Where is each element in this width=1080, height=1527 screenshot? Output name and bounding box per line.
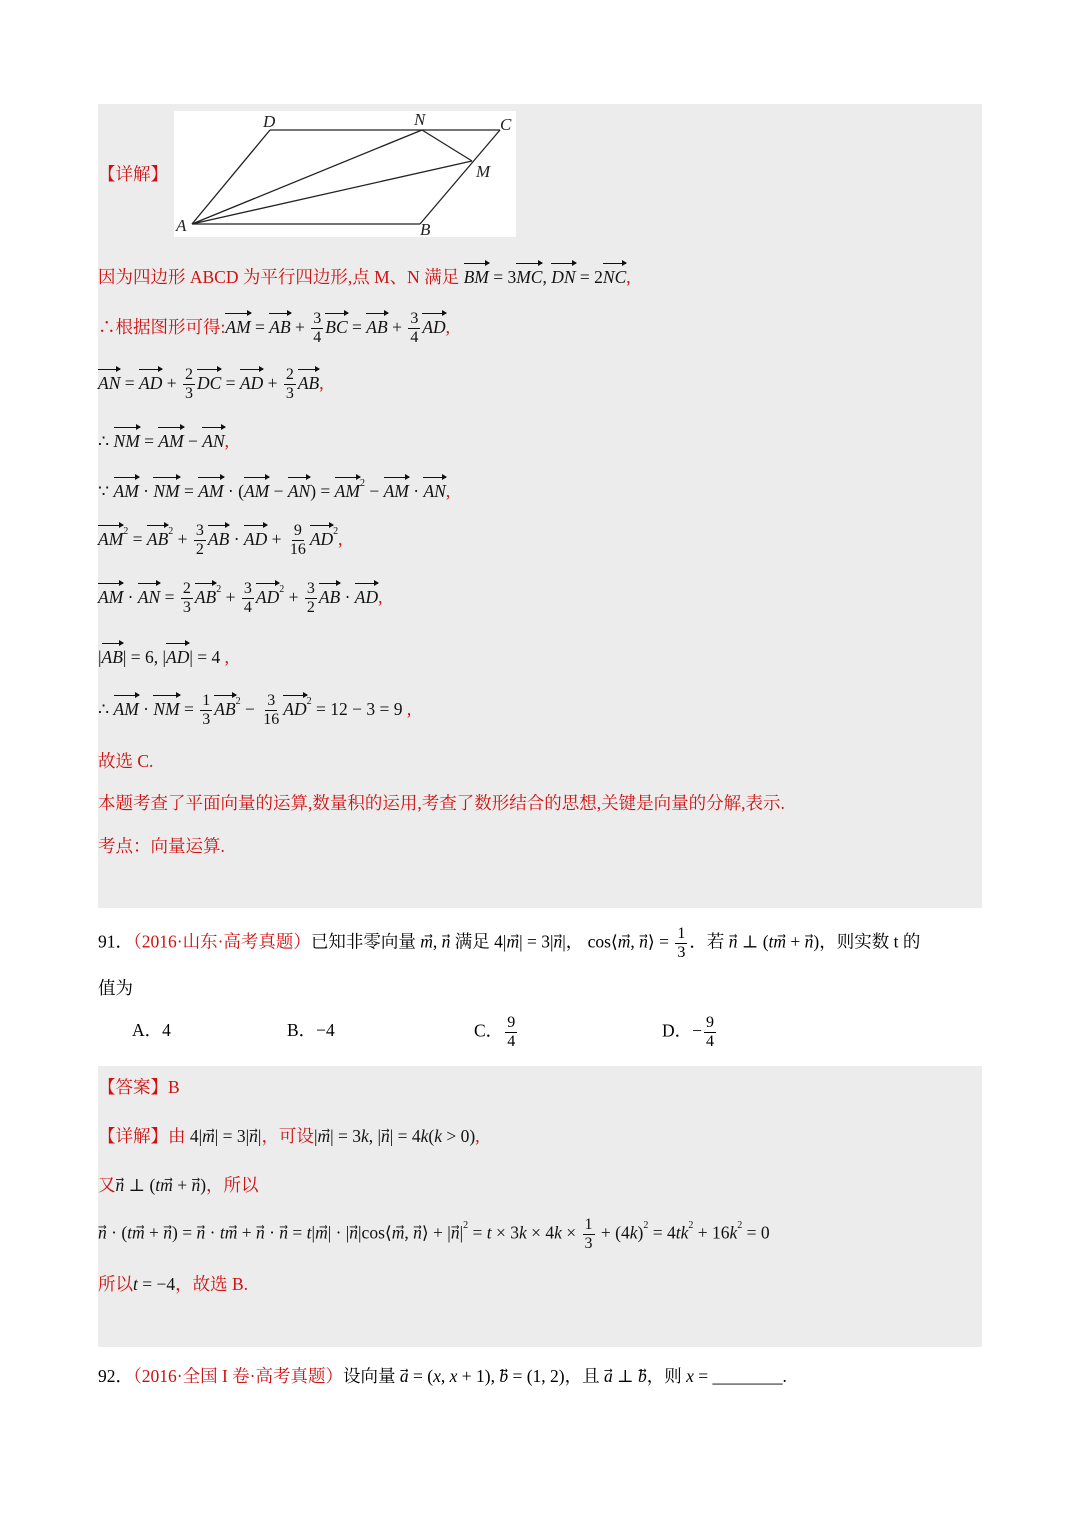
- solution-91-panel: [98, 1066, 982, 1347]
- label-n: N: [414, 111, 426, 129]
- option-d[interactable]: D．− $\frac{9}{4}$: [662, 1014, 715, 1050]
- topic-text: 考点：向量运算.: [98, 836, 225, 856]
- detail-tag: 【详解】: [98, 164, 168, 184]
- option-b[interactable]: B．−4: [287, 1020, 335, 1040]
- q91-stem: 91．（2016·山东·高考真题）已知非零向量 m⃗, n⃗ 满足 4|m⃗| = 3|n⃗|， cos⟨m⃗, n⃗⟩ = $\frac{1}{3}$ ．若 n⃗ ⊥ (tm⃗ + n⃗)，则实数 t 的: [98, 925, 921, 961]
- solution-line-6: $AM^2 = AB^2$ + $\frac{3}{2}$ AB · AD + $\frac{9}{16}$ $AD^2$,: [98, 522, 343, 559]
- solution-line-3: AN = AD + $\frac{2}{3}$ DC = AD + $\frac{2}{3}$ AB,: [98, 366, 324, 403]
- q91-detail-3: n⃗ · (tm⃗ + n⃗) = n⃗ · tm⃗ + n⃗ · n⃗ = t|m⃗| · |n⃗|cos⟨m⃗, n⃗⟩ + $|n⃗|^2 = t \times 3k \times 4k$ × $\frac{1}{3}$ + $(4k)^2 = 4tk^2 + 16k^2 = 0$: [98, 1216, 770, 1252]
- label-b: B: [420, 220, 431, 237]
- solution-line-2: ∴根据图形可得:AM = AB + $\frac{3}{4}$ BC = AB + $\frac{3}{4}$ AD,: [98, 310, 451, 347]
- solution-line-4: ∴ NM = AM − AN,: [98, 424, 978, 453]
- label-m: M: [476, 162, 491, 181]
- option-a[interactable]: A．4: [132, 1020, 171, 1040]
- solution-line-1: 因为四边形 ABCD 为平行四边形,点 M、N 满足 BM = 3MC, DN = 2NC,: [98, 260, 978, 289]
- q91-answer: 【答案】B: [98, 1077, 180, 1097]
- solution-line-9: ∴ AM · NM = $\frac{1}{3}$ $AB^2$ − $\frac{3}{16}$ $AD^2 = 12 - 3 = 9$ ,: [98, 692, 412, 729]
- comment-text: 本题考查了平面向量的运算,数量积的运用,考查了数形结合的思想,关键是向量的分解,表示.: [98, 793, 785, 813]
- q91-detail-1: 【详解】由 4|m⃗| = 3|n⃗|，可设|m⃗| = 3k, |n⃗| = 4k(k > 0),: [98, 1126, 480, 1146]
- q91-detail-4: 所以t = −4，故选 B.: [98, 1274, 249, 1294]
- solution-line-7: AM · AN = $\frac{2}{3}$ $AB^2$ + $\frac{3}{4}$ $AD^2$ + $\frac{3}{2}$ AB · AD,: [98, 580, 383, 617]
- option-c[interactable]: C． $\frac{9}{4}$: [474, 1014, 516, 1050]
- label-a: A: [176, 216, 187, 235]
- q91-detail-2: 又n⃗ ⊥ (tm⃗ + n⃗)，所以: [98, 1175, 259, 1195]
- label-d: D: [263, 112, 276, 131]
- q91-stem-line2: 值为: [98, 978, 133, 998]
- label-c: C: [500, 115, 512, 134]
- parallelogram-figure: [174, 111, 516, 237]
- q92-stem: 92．（2016·全国 I 卷·高考真题）设向量 a⃗ = (x, x + 1), b⃗ = (1, 2)，且 a⃗ ⊥ b，则 x = ________.: [98, 1366, 787, 1386]
- solution-line-8: |AB| = 6, |AD| = 4 ,: [98, 640, 978, 669]
- solution-line-5: ∵ AM · NM = AM · $(AM - AN) = AM^2$ − AM · AN,: [98, 474, 978, 503]
- choose-c: 故选 C.: [98, 751, 154, 771]
